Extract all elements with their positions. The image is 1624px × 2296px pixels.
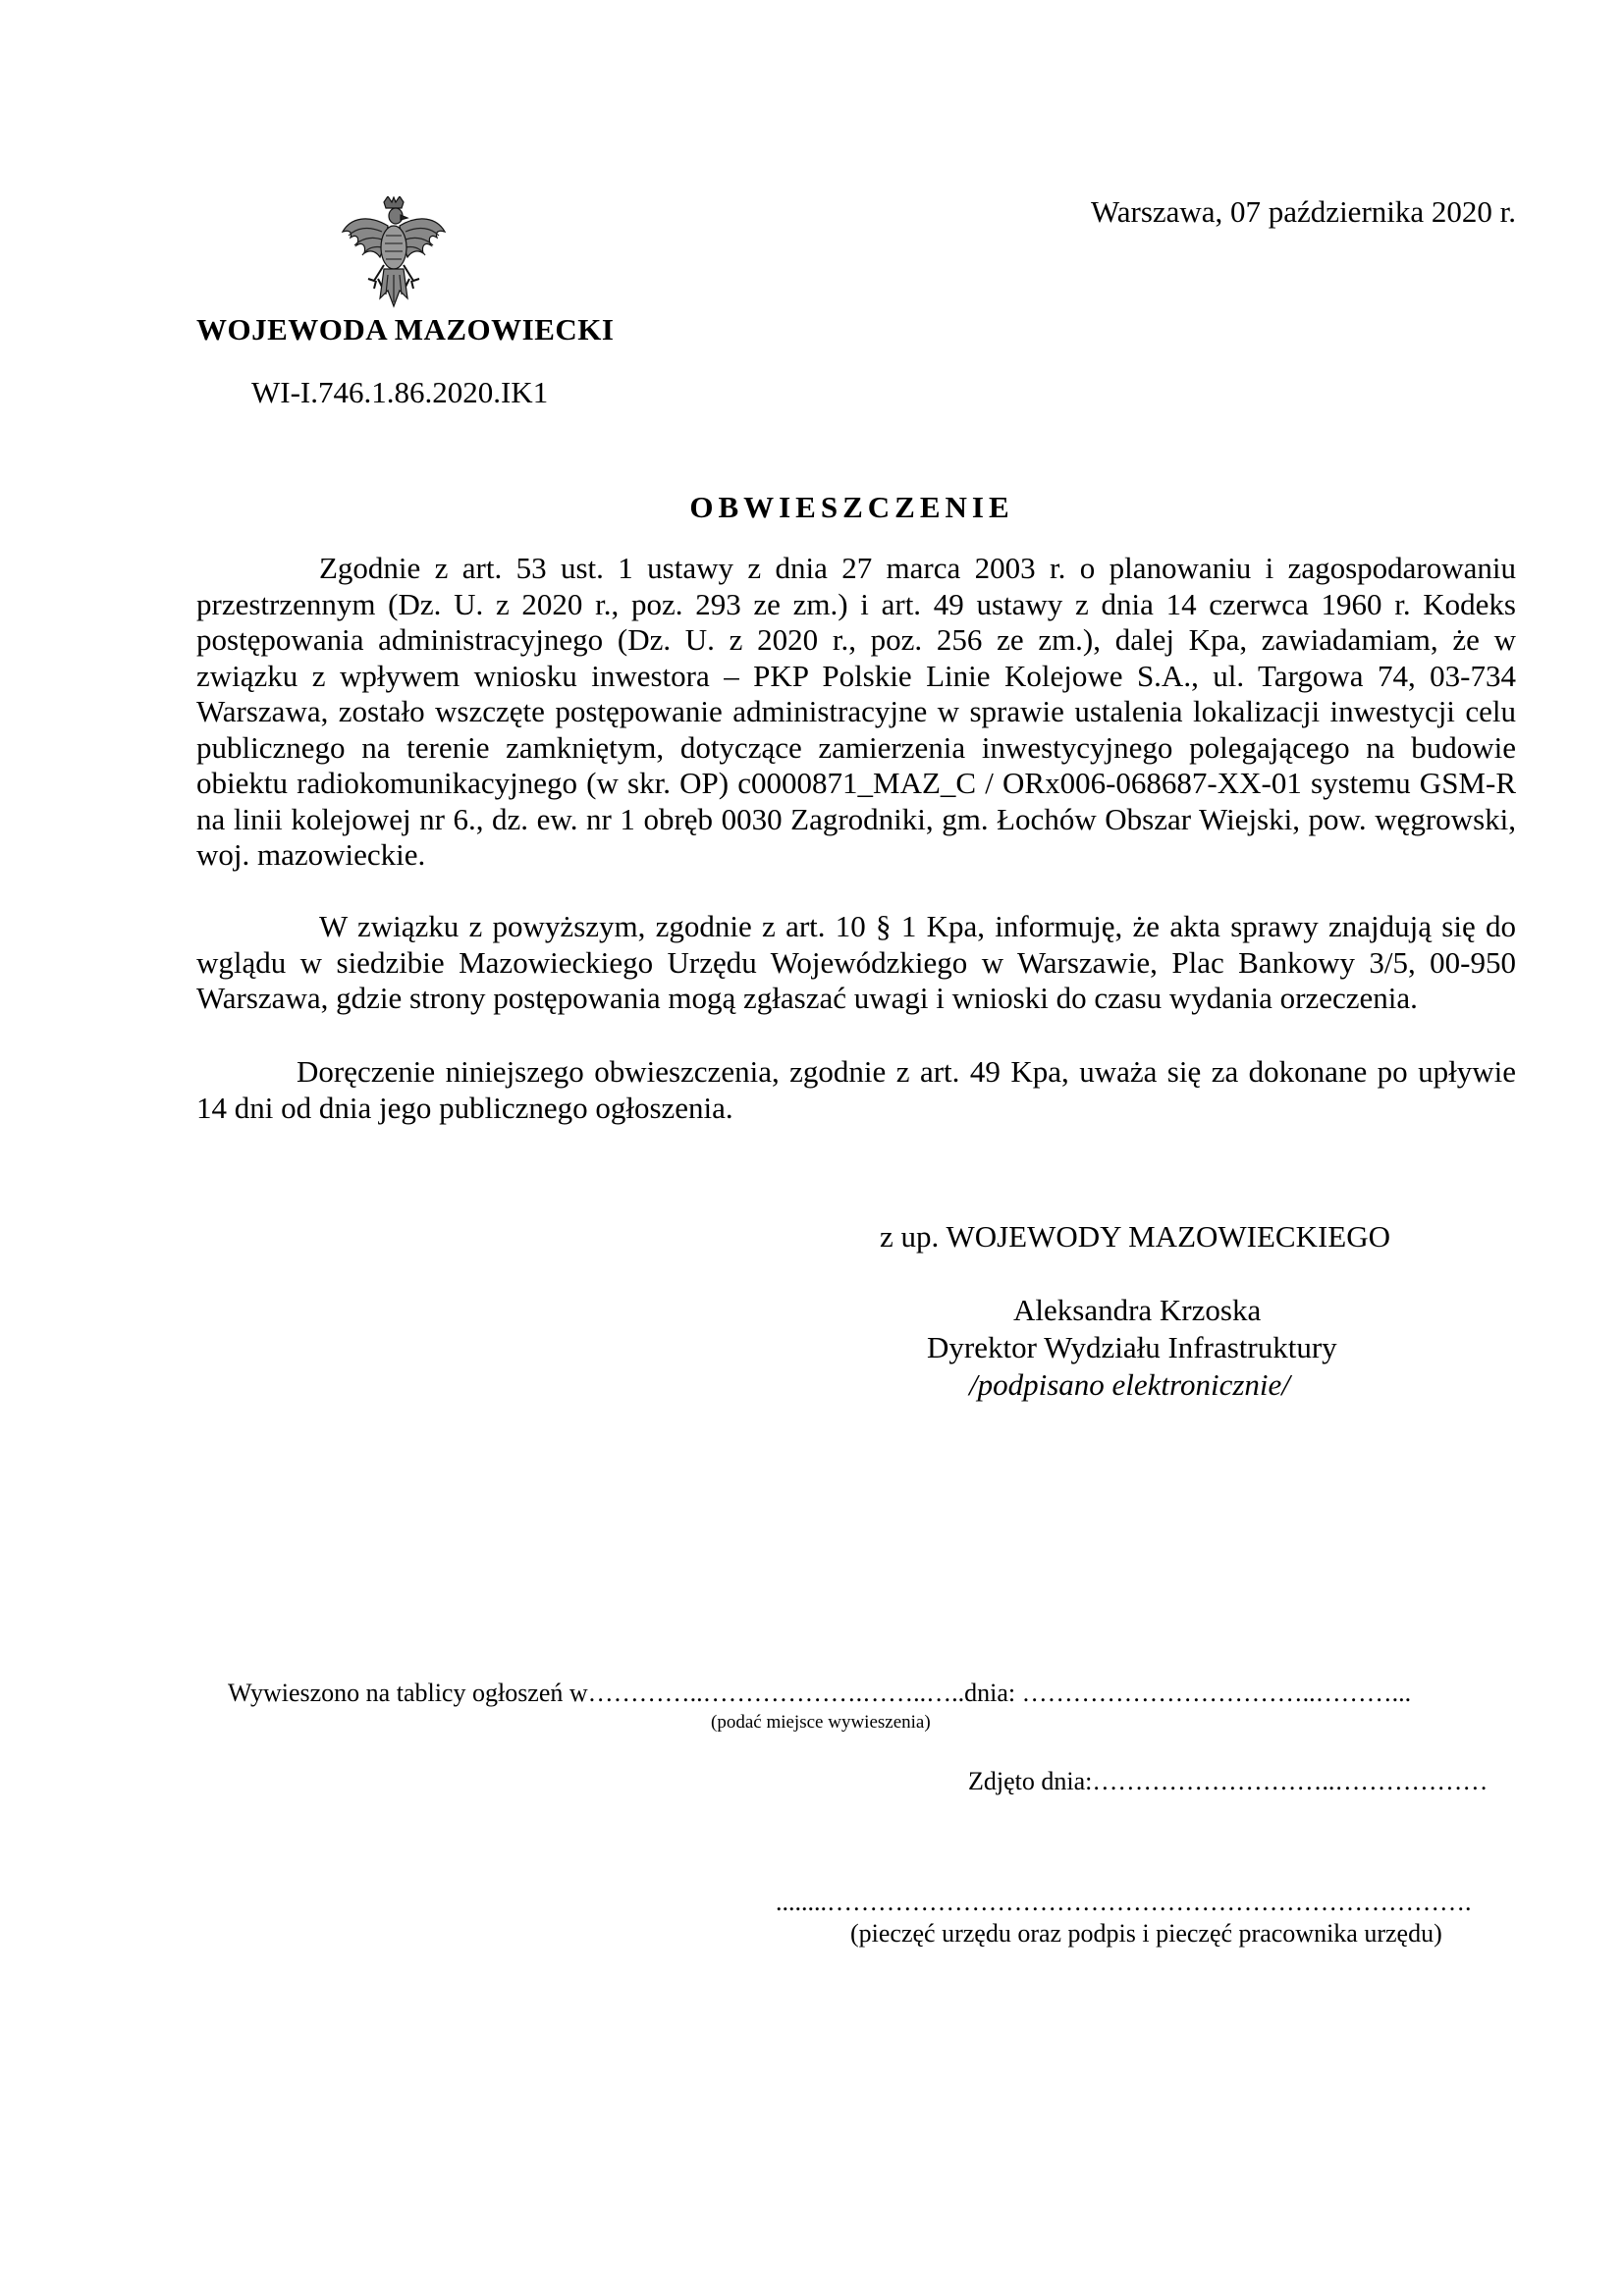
posted-on-board-line: Wywieszono na tablicy ogłoszeń w…………..……………….……..…..dnia: ……………………………..………... xyxy=(228,1679,1412,1707)
signature-proxy-line: z up. WOJEWODY MAZOWIECKIEGO xyxy=(880,1219,1391,1254)
issuing-authority: WOJEWODA MAZOWIECKI xyxy=(196,312,615,347)
body-paragraph-2 xyxy=(196,909,1516,1017)
stamp-signature-line: ........…………………………………………………………………. xyxy=(776,1888,1472,1916)
document-title: OBWIESZCZENIE xyxy=(689,490,1014,524)
electronic-signature-note: /podpisano elektronicznie/ xyxy=(969,1367,1290,1402)
body-paragraph-1 xyxy=(196,551,1516,874)
removed-date-line: Zdjęto dnia:………………………..……………… xyxy=(968,1767,1489,1795)
stamp-signature-hint: (pieczęć urzędu oraz podpis i pieczęć pracownika urzędu) xyxy=(850,1919,1442,1948)
polish-eagle-emblem-icon xyxy=(339,196,449,314)
reference-number: WI-I.746.1.86.2020.IK1 xyxy=(251,375,549,409)
paragraph-text: W związku z powyższym, zgodnie z art. 10 § 1 Kpa, informuję, że akta sprawy znajdują się do wglądu w siedzibie Mazowieckiego Urzędu Wojewódzkiego w Warszawie, Plac Bankowy 3/5, 00-950 Warszawa, gdzie strony postępowania mogą zgłaszać uwagi i wnioski do czasu wydania orzeczenia. xyxy=(196,909,1516,1015)
signatory-name: Aleksandra Krzoska xyxy=(1013,1293,1262,1327)
paragraph-text: Doręczenie niniejszego obwieszczenia, zgodnie z art. 49 Kpa, uważa się za dokonane po upływie 14 dni od dnia jego publicznego ogłoszenia. xyxy=(196,1054,1516,1125)
posted-place-hint: (podać miejsce wywieszenia) xyxy=(711,1712,931,1733)
paragraph-text: Zgodnie z art. 53 ust. 1 ustawy z dnia 27 marca 2003 r. o planowaniu i zagospodarowaniu przestrzennym (Dz. U. z 2020 r., poz. 293 ze zm.) i art. 49 ustawy z dnia 14 czerwca 1960 r. Kodeks postępowania administracyjnego (Dz. U. z 2020 r., poz. 256 ze zm.), dalej Kpa, zawiadamiam, że w związku z wpływem wniosku inwestora – PKP Polskie Linie Kolejowe S.A., ul. Targowa 74, 03-734 Warszawa, zostało wszczęte postępowanie administracyjne w sprawie ustalenia lokalizacji inwestycji celu publicznego na terenie zamkniętym, dotyczące zamierzenia inwestycyjnego polegającego na budowie obiektu radiokomunikacyjnego (w skr. OP) c0000871_MAZ_C / ORx006-068687-XX-01 systemu GSM-R na linii kolejowej nr 6., dz. ew. nr 1 obręb 0030 Zagrodniki, gm. Łochów Obszar Wiejski, pow. węgrowski, woj. mazowieckie. xyxy=(196,551,1516,872)
body-paragraph-3 xyxy=(196,1054,1516,1126)
document-date: Warszawa, 07 października 2020 r. xyxy=(1090,194,1516,229)
signatory-role: Dyrektor Wydziału Infrastruktury xyxy=(927,1330,1337,1364)
